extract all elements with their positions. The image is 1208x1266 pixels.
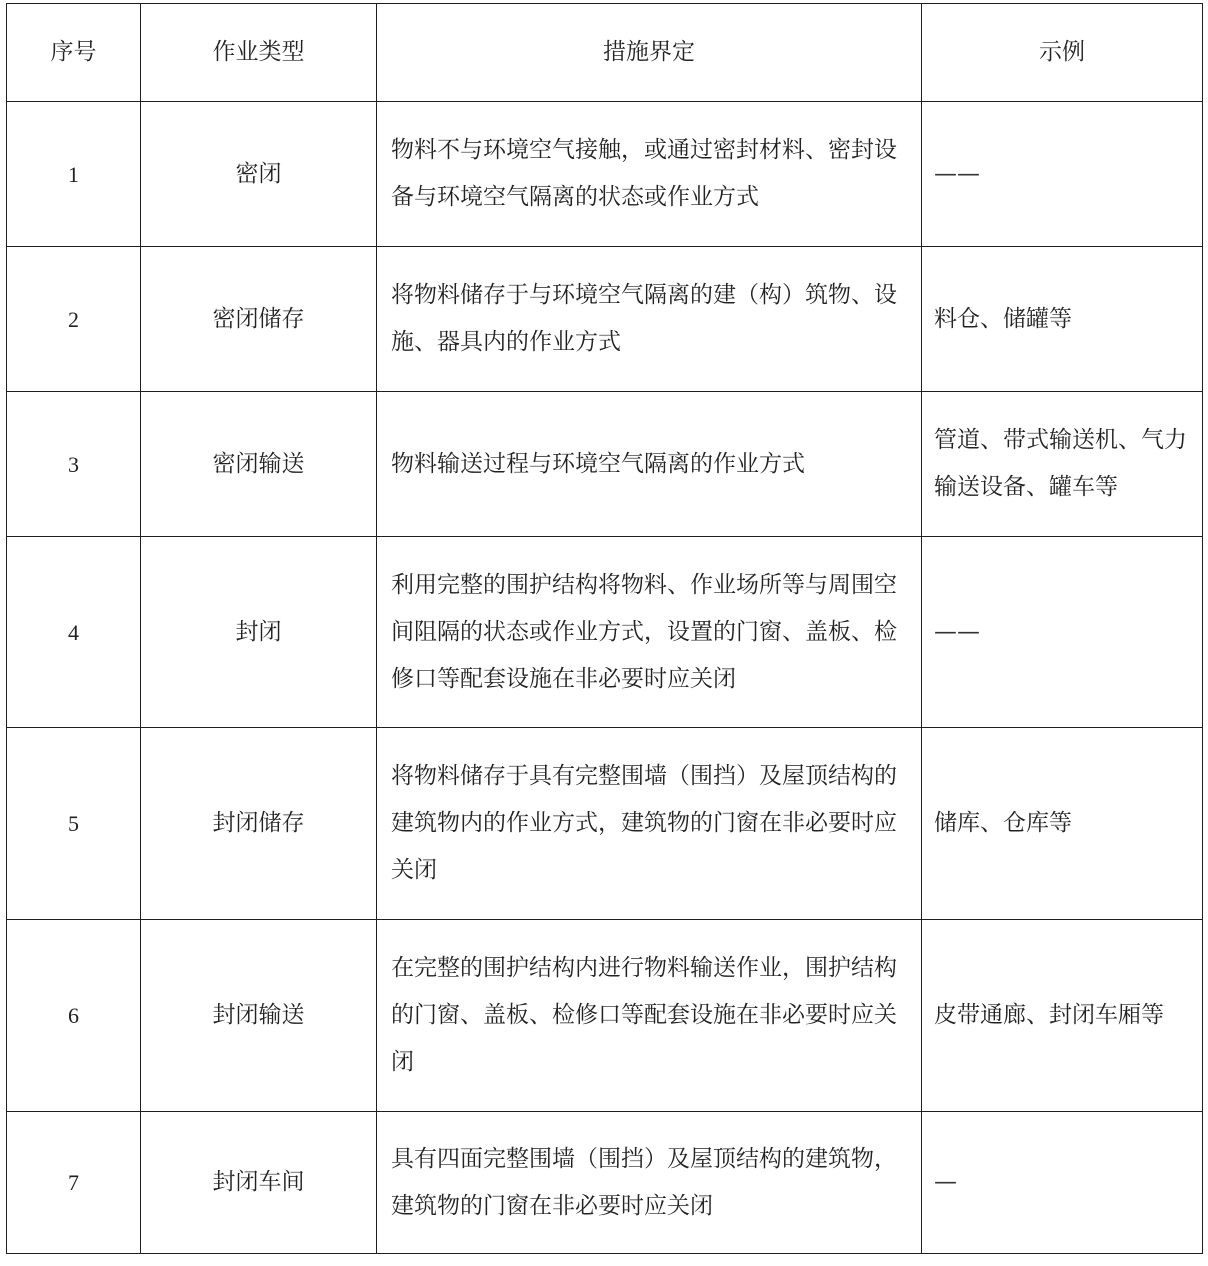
row-type: 封闭车间 (141, 1112, 377, 1254)
row-number: 3 (7, 392, 141, 537)
row-number: 4 (7, 537, 141, 728)
row-example: 皮带通廊、封闭车厢等 (922, 920, 1203, 1112)
row-number: 6 (7, 920, 141, 1112)
row-type: 密闭储存 (141, 247, 377, 392)
row-example: 储库、仓库等 (922, 728, 1203, 920)
row-measure: 物料不与环境空气接触，或通过密封材料、密封设备与环境空气隔离的状态或作业方式 (377, 102, 922, 247)
row-example: —— (922, 102, 1203, 247)
row-number: 2 (7, 247, 141, 392)
row-example: 料仓、储罐等 (922, 247, 1203, 392)
table-row (7, 102, 1203, 247)
row-measure: 将物料储存于与环境空气隔离的建（构）筑物、设施、器具内的作业方式 (377, 247, 922, 392)
row-type: 封闭 (141, 537, 377, 728)
row-measure: 具有四面完整围墙（围挡）及屋顶结构的建筑物，建筑物的门窗在非必要时应关闭 (377, 1112, 922, 1254)
row-number: 7 (7, 1112, 141, 1254)
row-number: 5 (7, 728, 141, 920)
row-measure: 利用完整的围护结构将物料、作业场所等与周围空间阻隔的状态或作业方式，设置的门窗、盖板、检修口等配套设施在非必要时应关闭 (377, 537, 922, 728)
row-measure: 将物料储存于具有完整围墙（围挡）及屋顶结构的建筑物内的作业方式，建筑物的门窗在非必要时应关闭 (377, 728, 922, 920)
row-type: 密闭输送 (141, 392, 377, 537)
table-row (7, 537, 1203, 728)
row-example: —— (922, 537, 1203, 728)
header-measure: 措施界定 (377, 4, 922, 102)
table-row (7, 1112, 1203, 1254)
table-row (7, 920, 1203, 1112)
row-example: 管道、带式输送机、气力输送设备、罐车等 (922, 392, 1203, 537)
row-measure: 物料输送过程与环境空气隔离的作业方式 (377, 392, 922, 537)
measures-table-container (6, 3, 1203, 1254)
header-no: 序号 (7, 4, 141, 102)
row-type: 密闭 (141, 102, 377, 247)
row-type: 封闭储存 (141, 728, 377, 920)
row-type: 封闭输送 (141, 920, 377, 1112)
header-example: 示例 (922, 4, 1203, 102)
table-row (7, 392, 1203, 537)
table-row (7, 728, 1203, 920)
header-type: 作业类型 (141, 4, 377, 102)
measures-table (6, 3, 1203, 1254)
row-number: 1 (7, 102, 141, 247)
row-example: — (922, 1112, 1203, 1254)
row-measure: 在完整的围护结构内进行物料输送作业，围护结构的门窗、盖板、检修口等配套设施在非必要时应关闭 (377, 920, 922, 1112)
table-row (7, 247, 1203, 392)
table-header-row (7, 4, 1203, 102)
